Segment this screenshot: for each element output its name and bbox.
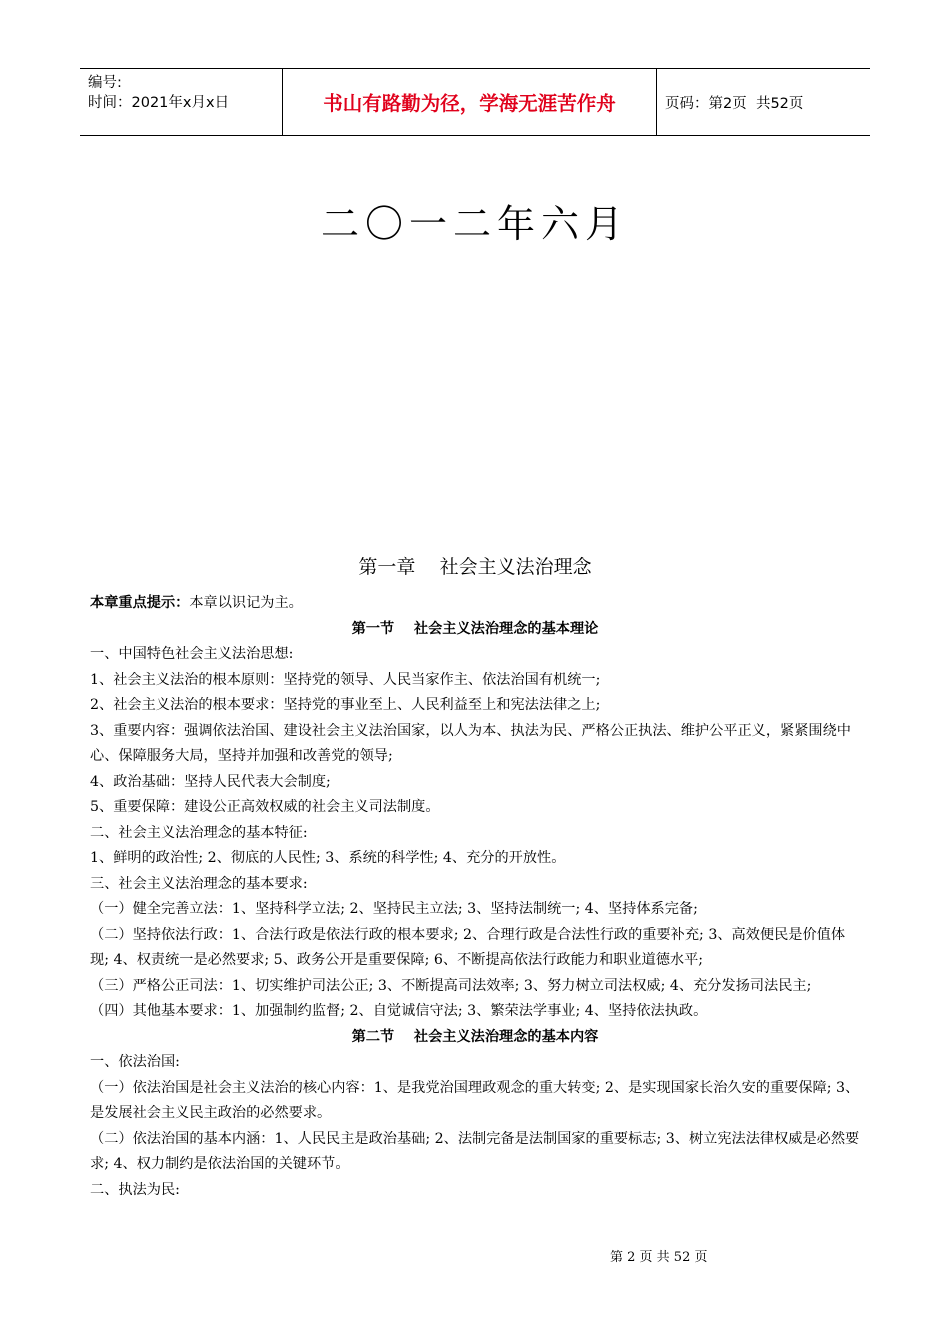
header-number-label: 编号: <box>88 75 122 91</box>
paragraph: 1、社会主义法治的根本原则：坚持党的领导、人民当家作主、依法治国有机统一; <box>90 671 601 688</box>
page-footer: 第 2 页 共 52 页 <box>610 1250 708 1265</box>
header-time-label: 时间：2021年x月x日 <box>88 95 230 111</box>
paragraph: （二）坚持依法行政：1、合法行政是依法行政的根本要求; 2、合理行政是合法性行政的重要补充; 3、高效便民是价值体现; 4、权责统一是必然要求; 5、政务公开是重要保障; 6、不断提高依法行政能力和职业道德水平; <box>90 926 846 968</box>
header-motto: 书山有路勤为径，学海无涯苦作舟 <box>282 69 657 135</box>
paragraph: 5、重要保障：建设公正高效权威的社会主义司法制度。 <box>90 799 440 815</box>
paragraph: 二、执法为民: <box>90 1181 180 1198</box>
paragraph: 一、依法治国: <box>90 1054 180 1070</box>
document-header <box>80 68 870 136</box>
paragraph: （三）严格公正司法：1、切实维护司法公正; 3、不断提高司法效率; 3、努力树立司法权威; 4、充分发扬司法民主; <box>90 977 812 994</box>
paragraph: 2、社会主义法治的根本要求：坚持党的事业至上、人民利益至上和宪法法律之上; <box>90 697 601 713</box>
header-meta <box>80 69 282 135</box>
document-body <box>90 591 860 1203</box>
paragraph: 4、政治基础：坚持人民代表大会制度; <box>90 773 331 790</box>
section-1-title: 第一节 社会主义法治理念的基本理论 <box>351 620 599 637</box>
chapter-title: 第一章 社会主义法治理念 <box>358 556 592 578</box>
paragraph: （一）健全完善立法：1、坚持科学立法; 2、坚持民主立法; 3、坚持法制统一; 4、坚持体系完备; <box>90 901 698 917</box>
paragraph: 三、社会主义法治理念的基本要求: <box>90 875 308 892</box>
paragraph: 1、鲜明的政治性; 2、彻底的人民性; 3、系统的科学性; 4、充分的开放性。 <box>90 850 566 866</box>
paragraph: （二）依法治国的基本内涵：1、人民民主是政治基础; 2、法制完备是法制国家的重要标志; 3、树立宪法法律权威是必然要求; 4、权力制约是依法治国的关键环节。 <box>90 1130 860 1172</box>
chapter-hint <box>90 591 860 617</box>
paragraph: 二、社会主义法治理念的基本特征: <box>90 824 308 841</box>
paragraph: （一）依法治国是社会主义法治的核心内容：1、是我党治国理政观念的重大转变; 2、是实现国家长治久安的重要保障; 3、是发展社会主义民主政治的必然要求。 <box>90 1079 860 1121</box>
hint-text: 本章以识记为主。 <box>189 595 303 611</box>
paragraph: （四）其他基本要求：1、加强制约监督; 2、自觉诚信守法; 3、繁荣法学事业; 4、坚持依法执政。 <box>90 1003 708 1019</box>
header-page-info: 页码：第2页 共52页 <box>665 95 804 112</box>
section-2-title: 第二节 社会主义法治理念的基本内容 <box>351 1028 599 1045</box>
cover-date: 二〇一二年六月 <box>320 202 629 246</box>
hint-label: 本章重点提示： <box>90 595 190 611</box>
paragraph: 3、重要内容：强调依法治国、建设社会主义法治国家，以人为本、执法为民、严格公正执法、维护公平正义，紧紧围绕中心、保障服务大局，坚持并加强和改善党的领导; <box>90 722 851 764</box>
paragraph: 一、中国特色社会主义法治思想: <box>90 646 294 662</box>
